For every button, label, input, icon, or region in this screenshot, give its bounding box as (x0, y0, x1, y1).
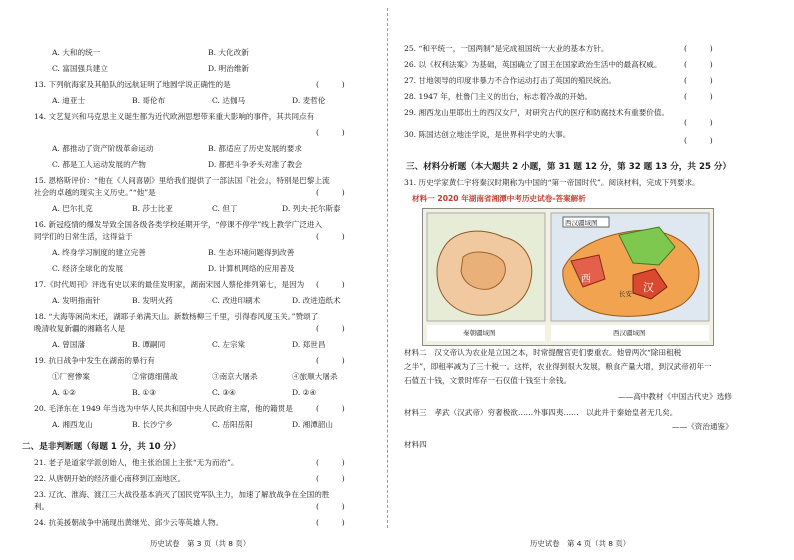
question-text-line: 18. “大海等闲尚未还，湖耶子弟满天山。新数杨柳三千里，引得春风度玉关。”赞颂了 (34, 312, 319, 321)
question-text-line: C. 左宗棠 (212, 340, 246, 349)
question-text-line: D. 麦哲伦 (292, 96, 326, 105)
question-text-line: 15. 恩格斯评价：“他在《人间喜剧》里给我们提供了一部法国『社会』，特别是巴黎上流 (34, 176, 330, 185)
question-text-line: ④旅顺大屠杀 (292, 372, 338, 381)
answer-blank[interactable]: ( ) (684, 44, 713, 53)
question-text-line: A. 终身学习制度的建立完善 (52, 248, 146, 257)
answer-blank[interactable]: ( ) (316, 324, 345, 333)
answer-blank[interactable]: ( ) (316, 474, 345, 483)
question-text-line: C. 经济全球化的发展 (52, 264, 124, 273)
question-text-line: A. 巴尔扎克 (52, 204, 93, 213)
question-text-line: B. 莎士比亚 (132, 204, 173, 213)
answer-blank[interactable]: ( ) (316, 518, 345, 527)
question-text-line: ②常德细菌战 (132, 372, 178, 381)
answer-blank[interactable]: ( ) (316, 280, 345, 289)
question-text-line: C. 都是工人运动发展的产物 (52, 160, 146, 169)
question-text-line: ——高中教材《中国古代史》选修 (618, 392, 732, 401)
question-text-line: C. 达伽马 (212, 96, 246, 105)
xi-char-label: 西 (581, 274, 591, 285)
question-text-line: D. 改进造纸术 (292, 296, 341, 305)
maps-svg (423, 209, 713, 345)
question-text-line: D. 计算机网络的应用普及 (208, 264, 295, 273)
answer-blank[interactable]: ( ) (684, 76, 713, 85)
question-text-line: 晚清收复新疆的湘籍名人是 (34, 324, 126, 333)
question-text-line: A. 都推动了资产阶级革命运动 (52, 144, 154, 153)
question-text-line: ③南京大屠杀 (212, 372, 258, 381)
question-text-line: 之半”，即租率减为了三十税一。这样，农业得到很大发展，粮食产量大增，到汉武帝初年一 (404, 362, 712, 371)
question-text-line: A. 迪亚士 (52, 96, 86, 105)
answer-blank[interactable]: ( ) (684, 118, 713, 127)
question-text-line: 材料三 孝武（汉武帝）穷奢极欲……外事四夷…… 以此并于秦始皇者无几矣。 (404, 408, 678, 417)
material-1-title: 材料一 2020 年湖南省湘潭中考历史试卷-答案解析 (412, 194, 586, 203)
answer-blank[interactable]: ( ) (684, 92, 713, 101)
question-text-line: A. 湘西龙山 (52, 420, 93, 429)
question-text-line: ——《资治通鉴》 (672, 422, 733, 431)
answer-blank[interactable]: ( ) (684, 136, 713, 145)
answer-blank[interactable]: ( ) (316, 502, 345, 511)
question-text-line: D. 郑世昌 (292, 340, 326, 349)
answer-blank[interactable]: ( ) (316, 128, 345, 137)
question-text-line: 24. 抗美援朝战争中涌现出黄继光、邱少云等英雄人物。 (34, 518, 224, 527)
question-text-line: 石值五十钱，文景时库存一石仅值十钱至十余钱。 (404, 376, 572, 385)
question-text-line: 利。 (34, 502, 50, 511)
answer-blank[interactable]: ( ) (316, 80, 345, 89)
question-text-line: B. 哥伦布 (132, 96, 166, 105)
question-text-line: 19. 抗日战争中发生在湖南的暴行有 (34, 356, 155, 365)
question-text-line: A. 大和的统一 (52, 48, 101, 57)
question-text-line: A. ①② (52, 388, 76, 397)
question-text-line: D. 明治维新 (208, 64, 250, 73)
question-text-line: 14. 文艺复兴和马克思主义诞生都为近代欧洲思想带来重大影响的事件，其共同点有 (34, 112, 315, 121)
question-text-line: A. 曾国藩 (52, 340, 86, 349)
question-text-line: 13. 下列航海家及其船队的远航证明了地圆学说正确性的是 (34, 80, 231, 89)
question-text-line: A. 发明指南针 (52, 296, 101, 305)
question-text-line: 28. 1947 年，杜鲁门主义的出台，标志着冷战的开始。 (404, 92, 593, 101)
question-text-line: 22. 从唐朝开始的经济重心南移到江南地区。 (34, 474, 186, 483)
question-text-line: 材料四 (404, 440, 427, 449)
question-text-line: D. 湘潭韶山 (292, 420, 334, 429)
question-text-line: 社会的卓越的现实主义历史。”“他”是 (34, 188, 156, 197)
question-text-line: C. 改进印刷术 (212, 296, 261, 305)
question-text-line: D. 都把斗争矛头对准了教会 (208, 160, 303, 169)
han-map-title: 西汉疆域图 (565, 219, 598, 227)
question-text-line: 31. 历史学家黄仁宇将秦汉时期称为中国的“第一帝国时代”。阅读材料，完成下列要求。 (404, 178, 700, 187)
question-text-line: D. ②④ (292, 388, 317, 397)
question-text-line: C. 富国强兵建立 (52, 64, 108, 73)
question-text-line: 17.《时代周刊》评选有史以来的最佳发明家，湖南宋园人蔡伦排列第七，是因为 (34, 280, 305, 289)
question-text-line: 材料二 汉文帝认为农业是立国之本，时常提醒官吏们要重农。他曾两次“除田租税 (404, 348, 682, 357)
answer-blank[interactable]: ( ) (316, 188, 345, 197)
question-text-line: B. 大化改新 (208, 48, 249, 57)
answer-blank[interactable]: ( ) (316, 404, 345, 413)
han-map-caption: 西汉疆域图 (613, 329, 646, 337)
page-divider (387, 8, 388, 528)
question-text-line: B. ①③ (132, 388, 157, 397)
question-text-line: B. 谭嗣同 (132, 340, 166, 349)
left-footer: 历史试卷 第 3 页（共 8 页） (150, 539, 251, 548)
question-text-line: 16. 新冠疫情的爆发导致全国各级各类学校延期开学，“停课不停学”线上教学广泛进入 (34, 220, 323, 229)
question-text-line: 23. 辽沈、淮海、渡江三大战役基本消灭了国民党军队主力，加速了解放战争在全国的胜 (34, 490, 330, 499)
right-footer: 历史试卷 第 4 页（共 8 页） (530, 539, 631, 548)
question-text-line: B. 生态环境问题得到改善 (208, 248, 295, 257)
question-text-line: C. 岳阳岳阳 (212, 420, 253, 429)
question-text-line: B. 发明火药 (132, 296, 173, 305)
question-text-line: 同学们的日常生活，这得益于 (34, 232, 133, 241)
answer-blank[interactable]: ( ) (316, 232, 345, 241)
question-text-line: 26. 以《权利法案》为基础，英国确立了国王在国家政治生活中的最高权威。 (404, 60, 662, 69)
han-char-label: 汉 (643, 281, 654, 294)
left-page (16, 0, 376, 540)
question-text-line: 25. “和平统一，一国两制”是完成祖国统一大业的基本方针。 (404, 44, 609, 53)
question-text-line: 29. 湘西龙山里耶出土的西汉女尸，对研究古代的医疗和防腐技术有重要价值。 (404, 108, 670, 117)
map-figure (422, 208, 714, 346)
answer-blank[interactable]: ( ) (316, 458, 345, 467)
question-text-line: 21. 老子是道家学派创始人，他主张治国上主张“无为而治”。 (34, 458, 239, 467)
question-text-line: C. ③④ (212, 388, 236, 397)
question-text-line: 30. 陈国达创立地洼学说，是世界科学史的大事。 (404, 130, 571, 139)
question-text-line: 20. 毛泽东在 1949 年当选为中华人民共和国中央人民政府主席，他的籍贯是 (34, 404, 293, 413)
question-text-line: B. 长沙宁乡 (132, 420, 173, 429)
answer-blank[interactable]: ( ) (316, 356, 345, 365)
question-text-line: ①厂窖惨案 (52, 372, 90, 381)
changan-label: 长安 (619, 290, 632, 298)
question-text-line: C. 但丁 (212, 204, 238, 213)
answer-blank[interactable]: ( ) (684, 60, 713, 69)
question-text-line: B. 都适应了历史发展的要求 (208, 144, 302, 153)
qin-core-shape (461, 252, 505, 289)
section-3-title: 三、材料分析题（本大题共 2 小题，第 31 题 12 分，第 32 题 13 分，共 25 分） (406, 162, 732, 172)
qin-map-caption: 秦朝疆域图 (463, 329, 496, 337)
question-text-line: D. 列夫·托尔斯泰 (282, 204, 341, 213)
section-2-title: 二、是非判断题（每题 1 分，共 10 分） (22, 442, 181, 452)
question-text-line: 27. 甘地领导的印度非暴力不合作运动打击了英国的殖民统治。 (404, 76, 616, 85)
